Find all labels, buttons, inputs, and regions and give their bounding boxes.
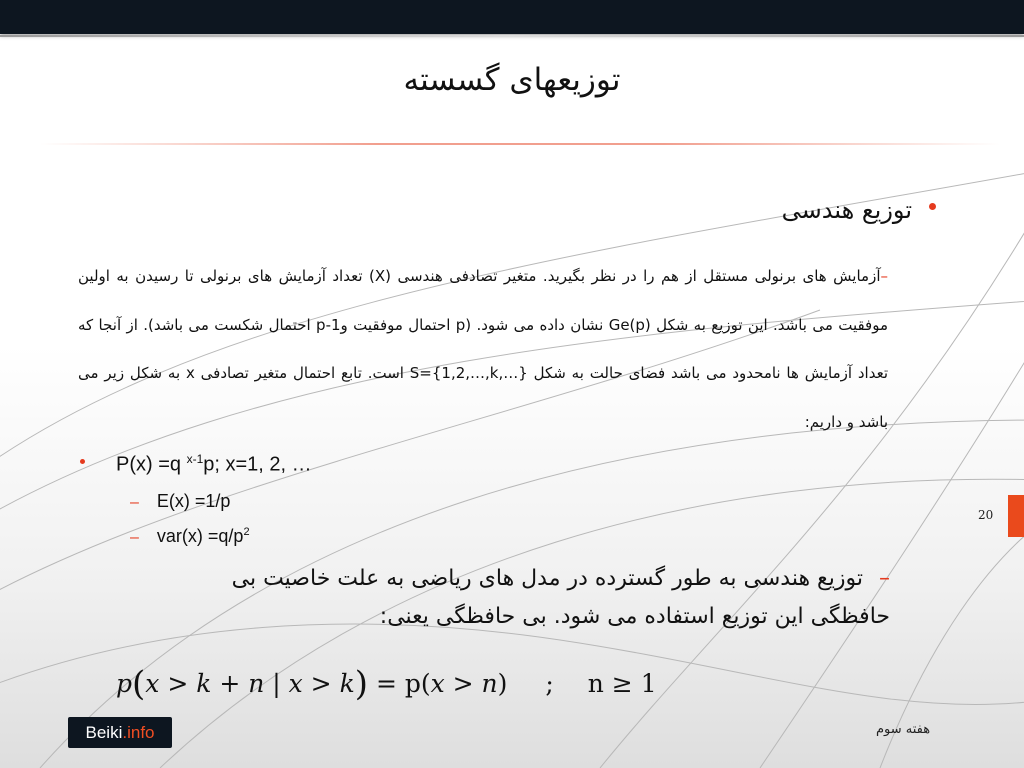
variance-exponent: 2 xyxy=(243,526,250,538)
memoryless-text: توزیع هندسی به طور گسترده در مدل های ریاضی به علت خاصیت بی حافظگی این توزیع استفاده می شود. بی حافظگی یعنی: xyxy=(231,566,890,629)
page-marker-tab xyxy=(1008,495,1024,537)
memoryless-paragraph xyxy=(150,560,890,636)
variance-item xyxy=(130,526,250,547)
footer-label: هفته سوم xyxy=(876,722,931,737)
equation-condition: n ≥ 1 xyxy=(587,669,657,698)
beiki-logo[interactable] xyxy=(68,717,172,748)
definition-text: آزمایش های برنولی مستقل از هم را در نظر بگیرید. متغیر تصادفی هندسی (X) تعداد آزمایش های برنولی تا رسیدن به اولین موفقیت می باشد. این توزیع به شکل Ge(p) نشان داده می شود. (p احتمال موفقیت و1-p احتمال شکست می باشد). از آنجا که تعداد آزمایش ها نامحدود می باشد فضای حالت به شکل S={1,2,…,k,…} است. تابع احتمال متغیر تصادفی x به شکل زیر می باشد و داریم: xyxy=(78,267,889,431)
variance-text: var(x) =q/p xyxy=(156,526,244,546)
page-number: 20 xyxy=(978,508,994,522)
pmf-exponent: x-1 xyxy=(186,452,204,466)
expectation-item xyxy=(130,491,230,512)
expectation-text: E(x) =1/p xyxy=(156,491,231,511)
logo-word: Beiki xyxy=(85,722,123,742)
equation-separator: ; xyxy=(545,669,554,698)
equation-equals: = p( xyxy=(375,669,431,698)
memoryless-equation: p(x > k + n | x > k) = p(x > n) ; n ≥ 1 xyxy=(116,664,657,704)
title-divider xyxy=(40,143,1000,145)
pmf-formula xyxy=(116,452,312,477)
equation-close: ) xyxy=(497,669,508,698)
equation-right-condition: x > n xyxy=(430,669,498,698)
dash-icon: – xyxy=(130,494,139,511)
dash-icon: – xyxy=(130,529,139,546)
bullet-icon xyxy=(80,459,85,464)
logo-suffix: .info xyxy=(122,722,155,742)
bullet-icon xyxy=(929,203,936,210)
top-bar-divider xyxy=(0,35,1024,37)
pmf-suffix: p; x=1, 2, … xyxy=(203,453,312,476)
top-bar xyxy=(0,0,1024,34)
dash-icon: – xyxy=(880,267,888,285)
dash-icon: – xyxy=(879,566,890,591)
slide-title: توزیعهای گسسته xyxy=(403,62,621,98)
equation-left-condition: x > k + n | x > k xyxy=(145,669,355,698)
definition-paragraph xyxy=(78,252,888,446)
equation-p: p xyxy=(116,669,133,698)
section-heading: توزیع هندسی xyxy=(781,196,912,224)
pmf-prefix: P(x) =q xyxy=(116,453,187,476)
